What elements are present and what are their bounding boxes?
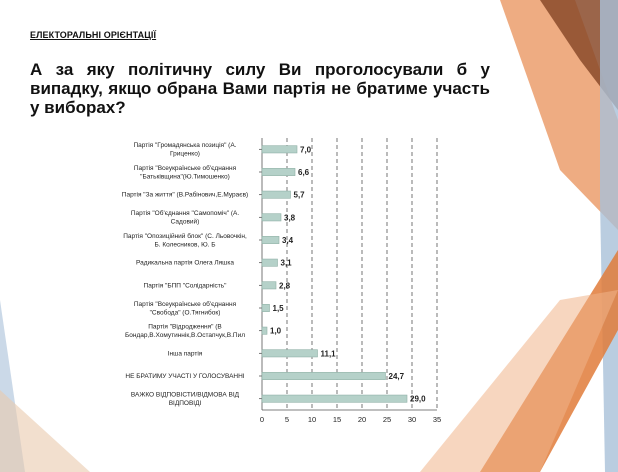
category-label: Партія "Відродження" (В Бондар,В.Хомутиннік,В.Остапчук,В.Пил — [125, 323, 245, 339]
bar-value-label: 1,0 — [270, 326, 282, 336]
bar-value-label: 7,0 — [300, 145, 312, 155]
category-label: Партія "Всеукраїнське об'єднання "Батьківщина"(Ю.Тимошенко) — [133, 164, 237, 181]
section-label: ЕЛЕКТОРАЛЬНІ ОРІЄНТАЦІЇ — [30, 30, 157, 40]
bar — [262, 350, 318, 357]
bar — [262, 282, 276, 289]
bar — [262, 395, 407, 402]
bar-value-label: 11,1 — [320, 349, 336, 359]
x-tick-label: 0 — [259, 415, 265, 424]
x-tick-label: 35 — [432, 415, 442, 424]
bar-value-label: 3,1 — [280, 258, 292, 268]
bar — [262, 146, 297, 153]
x-tick-label: 20 — [357, 415, 367, 424]
category-label: Партія "Об'єднання "Самопоміч" (А. Садовий) — [130, 210, 240, 226]
bar-value-label: 2,8 — [279, 281, 291, 291]
chart-bars — [262, 146, 407, 403]
bar-value-label: 6,6 — [298, 168, 310, 177]
chart-category-labels — [122, 141, 248, 407]
bar — [262, 304, 270, 311]
chart-value-labels — [270, 145, 426, 403]
bar-value-label: 3,4 — [282, 236, 294, 245]
bar — [262, 191, 291, 198]
category-label: Радикальна партія Олега Ляшка — [136, 259, 234, 267]
category-label: НЕ БРАТИМУ УЧАСТІ У ГОЛОСУВАННІ — [125, 373, 245, 380]
x-tick-label: 25 — [382, 415, 392, 424]
category-label: ВАЖКО ВІДПОВІСТИ/ВІДМОВА ВІД ВІДПОВІДІ — [130, 391, 240, 407]
bar-value-label: 5,7 — [293, 190, 305, 200]
category-label: Партія "БПП "Солідарність" — [143, 282, 227, 290]
category-label: Партія "Громадянська позиція" (А. Гриценко) — [133, 142, 237, 158]
chart-x-ticks — [260, 415, 441, 424]
bar — [262, 327, 267, 334]
bar — [262, 372, 386, 379]
bar-value-label: 24,7 — [388, 372, 405, 381]
category-label: Партія "Опозиційний блок" (С. Льовочкін, Б. Колесников, Ю. Б — [123, 232, 247, 249]
chart-gridlines — [259, 138, 437, 410]
bar — [262, 168, 295, 175]
bar-value-label: 3,8 — [284, 213, 296, 223]
x-tick-label: 15 — [332, 415, 342, 424]
bar — [262, 259, 278, 266]
bar — [262, 236, 279, 243]
category-label: Партія "Всеукраїнське об'єднання "Свобода" (О.Тягнибок) — [133, 300, 237, 317]
x-tick-label: 10 — [307, 415, 317, 424]
bar — [262, 214, 281, 221]
bar-value-label: 29,0 — [410, 394, 426, 404]
bar-value-label: 1,5 — [272, 304, 284, 313]
category-label: Партія "За життя" (В.Рабінович,Е.Мураєв) — [121, 191, 249, 199]
x-tick-label: 5 — [284, 415, 290, 424]
x-tick-label: 30 — [407, 415, 417, 424]
category-label: Інша партія — [167, 350, 203, 358]
survey-question: А за яку політичну силу Ви проголосували б у випадку, якщо обрана Вами партія не братиме участь у виборах? — [30, 60, 490, 117]
